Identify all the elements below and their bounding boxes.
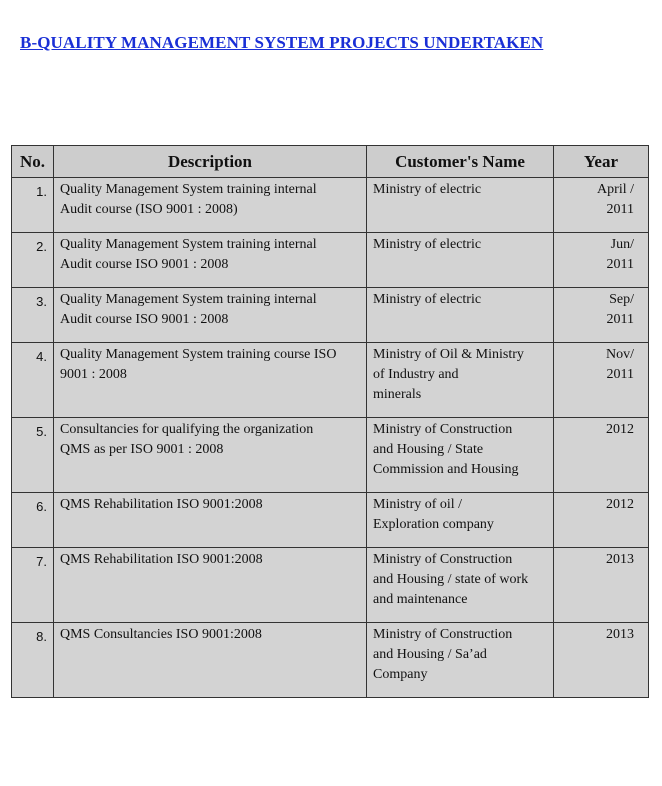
table-row	[12, 548, 649, 623]
header-year: Year	[554, 146, 649, 178]
row-description: QMS Consultancies ISO 9001:2008	[54, 623, 367, 698]
row-customer: Ministry of electric	[367, 233, 554, 288]
row-customer: Ministry of oil / Exploration company	[367, 493, 554, 548]
table-row	[12, 623, 649, 698]
table-row	[12, 233, 649, 288]
row-no: 6.	[12, 493, 54, 548]
row-customer: Ministry of electric	[367, 178, 554, 233]
row-customer: Ministry of Construction and Housing / State Commission and Housing	[367, 418, 554, 493]
row-description: Quality Management System training internal Audit course ISO 9001 : 2008	[54, 233, 367, 288]
row-description: QMS Rehabilitation ISO 9001:2008	[54, 548, 367, 623]
table-header-row	[12, 146, 649, 178]
table-row	[12, 493, 649, 548]
row-no: 7.	[12, 548, 54, 623]
row-year: Jun/ 2011	[554, 233, 649, 288]
row-year: 2012	[554, 418, 649, 493]
row-no: 3.	[12, 288, 54, 343]
row-customer: Ministry of Construction and Housing / state of work and maintenance	[367, 548, 554, 623]
row-no: 8.	[12, 623, 54, 698]
projects-table	[11, 145, 649, 698]
row-no: 1.	[12, 178, 54, 233]
row-description: Quality Management System training course ISO 9001 : 2008	[54, 343, 367, 418]
header-no: No.	[12, 146, 54, 178]
row-description: Consultancies for qualifying the organization QMS as per ISO 9001 : 2008	[54, 418, 367, 493]
header-description: Description	[54, 146, 367, 178]
row-description: Quality Management System training internal Audit course ISO 9001 : 2008	[54, 288, 367, 343]
row-customer: Ministry of Construction and Housing / Sa’ad Company	[367, 623, 554, 698]
row-customer: Ministry of Oil & Ministry of Industry and minerals	[367, 343, 554, 418]
row-description: Quality Management System training internal Audit course (ISO 9001 : 2008)	[54, 178, 367, 233]
row-no: 4.	[12, 343, 54, 418]
row-no: 5.	[12, 418, 54, 493]
header-customer: Customer's Name	[367, 146, 554, 178]
row-year: 2013	[554, 548, 649, 623]
row-year: 2013	[554, 623, 649, 698]
row-year: 2012	[554, 493, 649, 548]
row-no: 2.	[12, 233, 54, 288]
table-row	[12, 343, 649, 418]
row-year: Nov/ 2011	[554, 343, 649, 418]
row-customer: Ministry of electric	[367, 288, 554, 343]
row-description: QMS Rehabilitation ISO 9001:2008	[54, 493, 367, 548]
row-year: Sep/ 2011	[554, 288, 649, 343]
table-row	[12, 178, 649, 233]
row-year: April / 2011	[554, 178, 649, 233]
page-title: B-QUALITY MANAGEMENT SYSTEM PROJECTS UNDERTAKEN	[20, 33, 544, 52]
table-row	[12, 418, 649, 493]
table-row	[12, 288, 649, 343]
